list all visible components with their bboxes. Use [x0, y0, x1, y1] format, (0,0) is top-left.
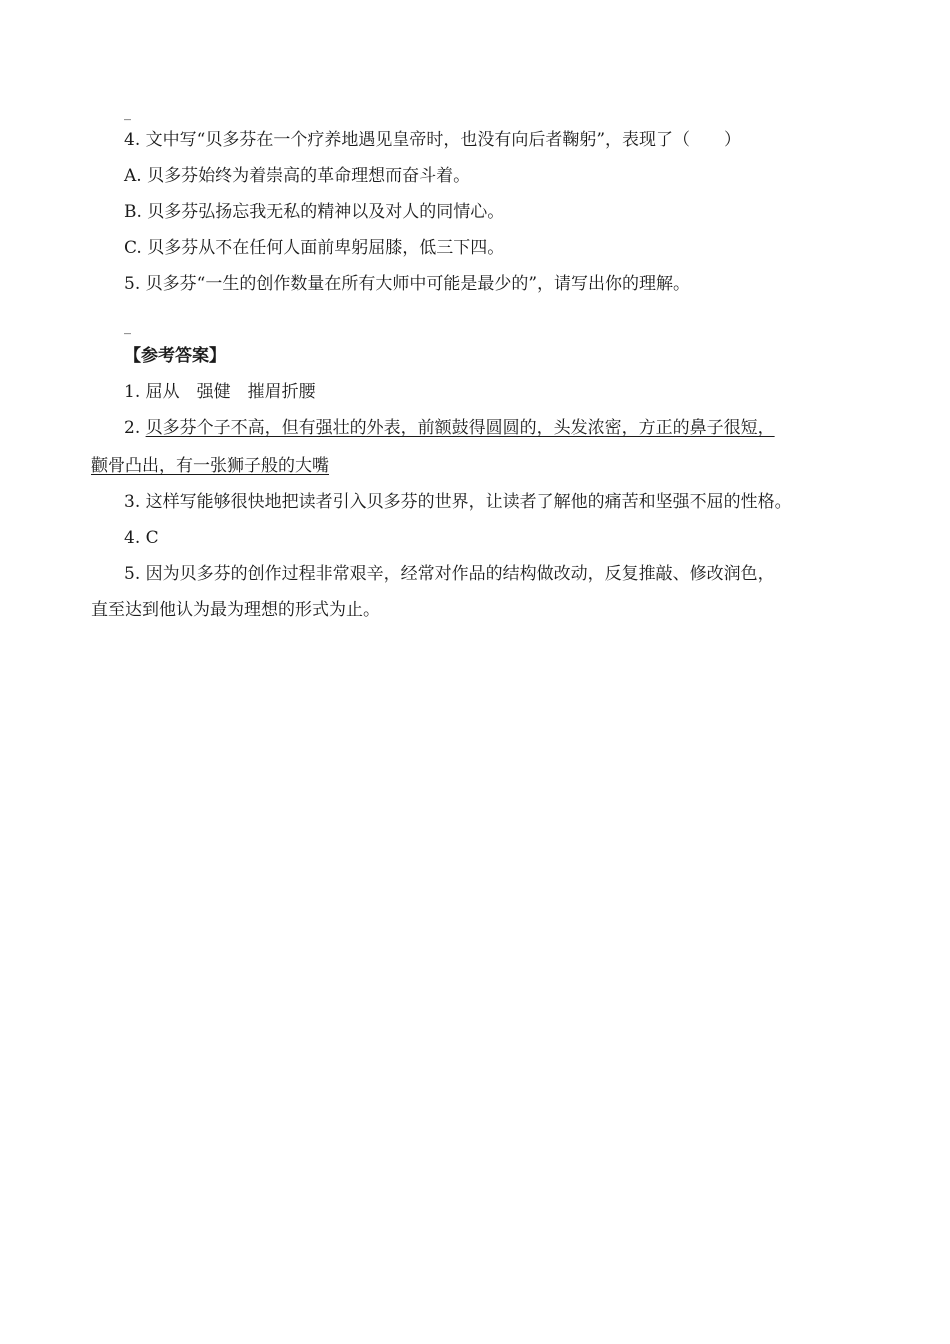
answer-2-line-1 [124, 417, 775, 439]
answer-2-text: 贝多芬个子不高，但有强壮的外表，前额鼓得圆圆的，头发浓密，方正的鼻子很短， [145, 418, 775, 438]
blank-mark-1: _ [124, 105, 131, 121]
answer-3: 3. 这样写能够很快地把读者引入贝多芬的世界，让读者了解他的痛苦和坚强不屈的性格。 [124, 492, 792, 512]
answer-2-number: 2. [124, 418, 146, 438]
answer-5-line-2: 直至达到他认为最为理想的形式为止。 [91, 600, 380, 620]
question-4-option-b: B. 贝多芬弘扬忘我无私的精神以及对人的同情心。 [124, 202, 505, 222]
question-4-option-c: C. 贝多芬从不在任何人面前卑躬屈膝，低三下四。 [124, 238, 505, 258]
question-4-stem: 4. 文中写“贝多芬在一个疗养地遇见皇帝时，也没有向后者鞠躬”，表现了（ ） [124, 130, 742, 150]
blank-mark-2: _ [124, 319, 131, 335]
answer-2-line-2: 颧骨凸出，有一张狮子般的大嘴 [91, 456, 329, 476]
question-4-option-a: A. 贝多芬始终为着崇高的革命理想而奋斗着。 [124, 166, 471, 186]
answers-heading: 【参考答案】 [124, 346, 226, 366]
answer-5-line-1: 5. 因为贝多芬的创作过程非常艰辛，经常对作品的结构做改动，反复推敲、修改润色， [124, 564, 775, 584]
question-5-stem: 5. 贝多芬“一生的创作数量在所有大师中可能是最少的”，请写出你的理解。 [124, 274, 691, 294]
answer-1: 1. 屈从 强健 摧眉折腰 [124, 382, 316, 402]
answer-4: 4. C [124, 528, 159, 548]
